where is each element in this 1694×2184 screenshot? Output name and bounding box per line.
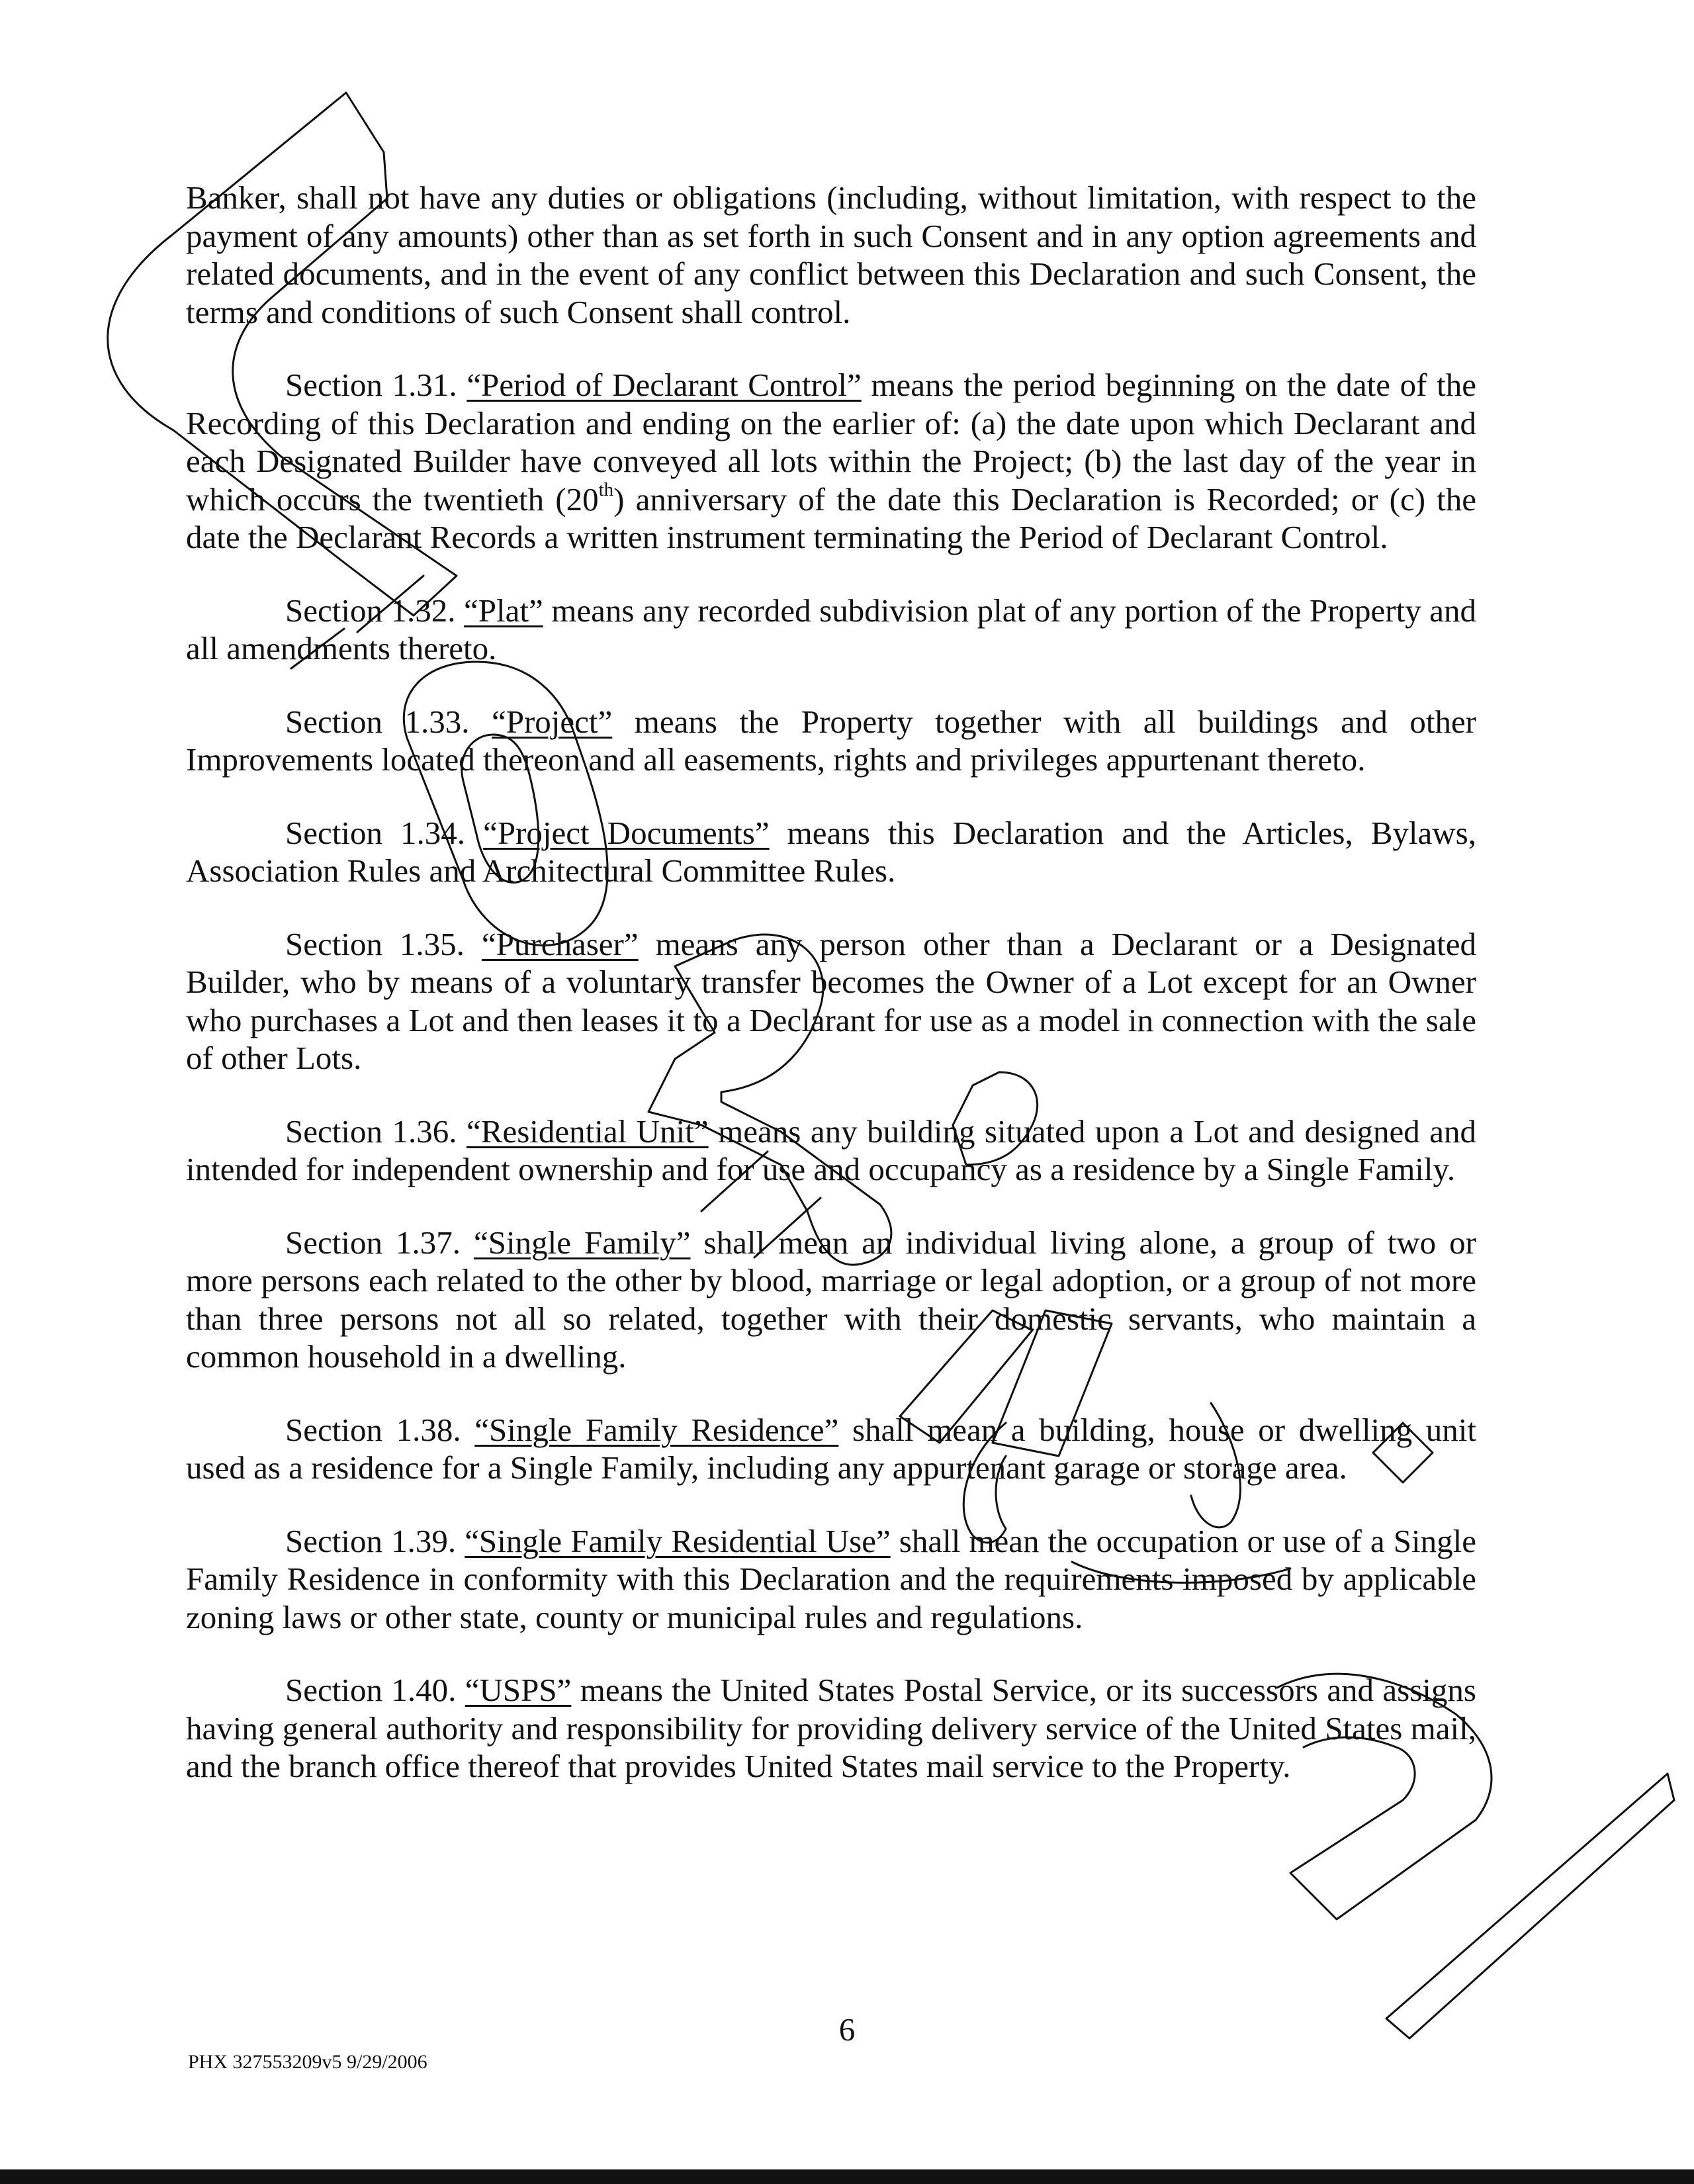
defined-term: “Project” (491, 703, 613, 740)
section-1-34 (186, 814, 1476, 890)
definition-text: means any person other than a Declarant or a Designated Builder, who by means of a voluntary transfer becomes the Owner of a Lot except for an Owner who purchases a Lot and then leases it to a Declarant for use as a model in connection with the sale of other Lots. (186, 925, 1476, 1076)
section-number: Section 1.38. (285, 1411, 461, 1448)
definition-text: shall mean the occupation or use of a Single Family Residence in conformity with this Declaration and the requirements imposed by applicable zoning laws or other state, county or municipal rules and regulations. (186, 1522, 1476, 1635)
page-number: 6 (838, 2011, 856, 2048)
section-number: Section 1.32. (285, 592, 456, 629)
definition-text: means this Declaration and the Articles, Bylaws, Association Rules and Architectural Committee Rules. (186, 814, 1476, 889)
defined-term: “Single Family” (473, 1224, 691, 1261)
section-number: Section 1.35. (285, 925, 465, 962)
definition-text: means the period beginning on the date of the Recording of this Declaration and ending on the earlier of: (a) the date upon which Declarant and each Designated Builder have conveyed all lots within the Project; (b) the last day of the year in which occurs the twentieth (20 (186, 367, 1477, 518)
defined-term: “Project Documents” (483, 814, 770, 851)
definition-text: means the United States Postal Service, or its successors and assigns having general authority and responsibility for providing delivery service of the United States mail, and the branch office thereof that provides United States mail service to the Property. (186, 1672, 1476, 1784)
section-1-32 (186, 592, 1476, 668)
section-1-40 (186, 1671, 1476, 1786)
defined-term: “Plat” (464, 592, 543, 629)
defined-term: “Single Family Residence” (474, 1411, 839, 1448)
defined-term: “USPS” (465, 1672, 572, 1708)
section-number: Section 1.37. (285, 1224, 461, 1261)
defined-term: “Period of Declarant Control” (467, 367, 862, 403)
definition-text: means the Property together with all buildings and other Improvements located thereon and all easements, rights and privileges appurtenant thereto. (186, 703, 1477, 778)
section-number: Section 1.39. (285, 1522, 457, 1559)
section-1-38 (186, 1411, 1476, 1487)
section-1-31 (186, 366, 1476, 557)
superscript: th (598, 479, 614, 501)
definition-text: means any recorded subdivision plat of any portion of the Property and all amendments thereto. (186, 592, 1476, 666)
defined-term: “Purchaser” (481, 925, 639, 962)
section-1-37 (186, 1224, 1476, 1376)
document-body (186, 179, 1476, 1821)
definition-text-continued: ) anniversary of the date this Declaration is Recorded; or (c) the date the Declarant Records a written instrument terminating the Period of Declarant Control. (186, 480, 1476, 555)
section-1-36 (186, 1113, 1476, 1189)
scan-bottom-edge (0, 2169, 1694, 2184)
document-reference: PHX 327553209v5 9/29/2006 (188, 2051, 427, 2073)
section-number: Section 1.36. (285, 1113, 457, 1150)
section-1-35 (186, 925, 1476, 1077)
section-number: Section 1.40. (285, 1672, 457, 1708)
defined-term: “Single Family Residential Use” (465, 1522, 891, 1559)
section-number: Section 1.31. (285, 367, 457, 403)
definition-text: shall mean a building, house or dwelling unit used as a residence for a Single Family, including any appurtenant garage or storage area. (186, 1411, 1477, 1486)
definition-text: shall mean an individual living alone, a group of two or more persons each related to the other by blood, marriage or legal adoption, or a group of not more than three persons not all so related, together with their domestic servants, who maintain a common household in a dwelling. (186, 1224, 1476, 1375)
defined-term: “Residential Unit” (467, 1113, 709, 1150)
paragraph-continuation: Banker, shall not have any duties or obligations (including, without limitation, with respect to the payment of any amounts) other than as set forth in such Consent and in any option agreements and related documents, and in the event of any conflict between this Declaration and such Consent, the terms and conditions of such Consent shall control. (186, 179, 1476, 330)
section-number: Section 1.33. (285, 703, 470, 740)
definition-text: means any building situated upon a Lot and designed and intended for independent ownership and for use and occupancy as a residence by a Single Family. (186, 1113, 1476, 1187)
section-1-33 (186, 703, 1476, 779)
section-1-39 (186, 1522, 1476, 1637)
section-number: Section 1.34. (285, 814, 466, 851)
